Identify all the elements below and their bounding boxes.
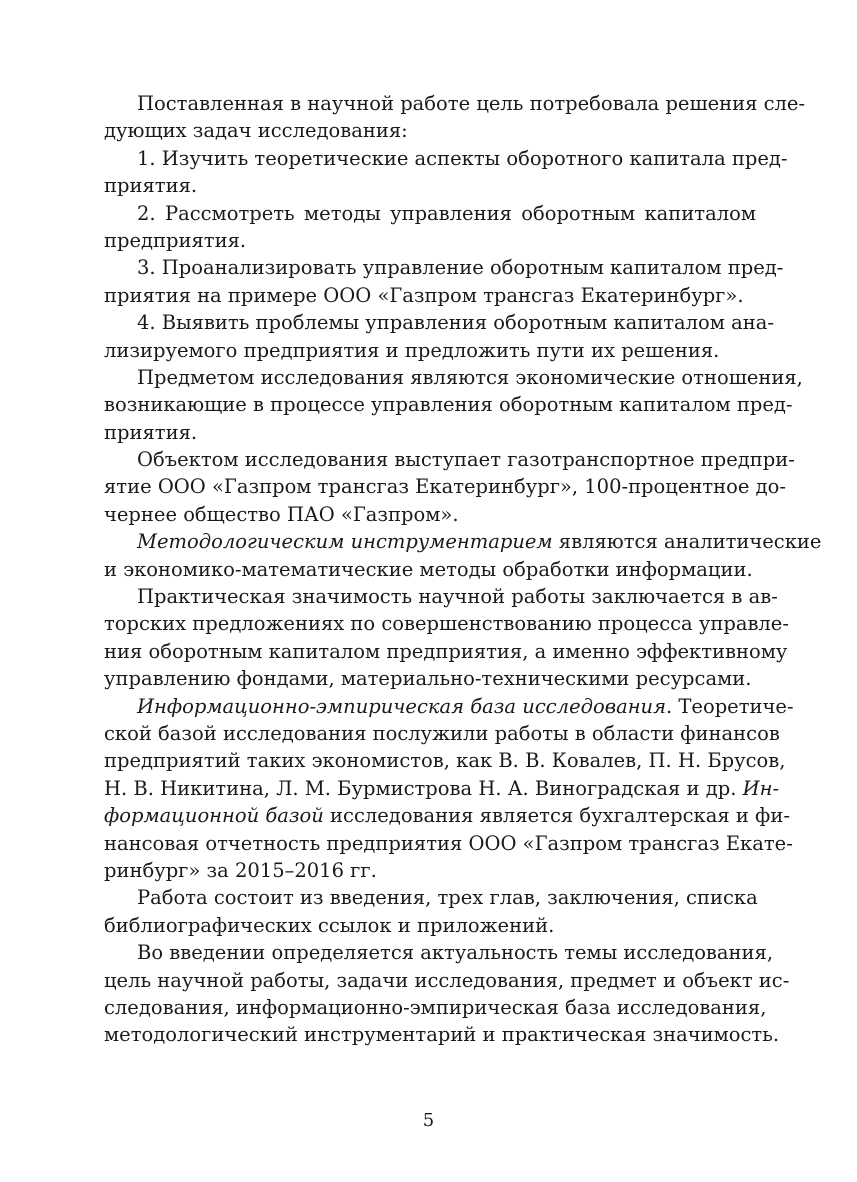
text-line <box>104 994 767 1021</box>
line-text: Во введении определяется актуальность темы исследования, <box>137 941 774 965</box>
line-text: методологический инструментарий и практическая значимость. <box>104 1023 780 1047</box>
text-line <box>104 610 789 637</box>
text-line <box>104 90 806 117</box>
line-text: и экономико-математические методы обработки информации. <box>104 557 753 581</box>
body-text <box>104 90 822 1049</box>
line-text: исследования является бухгалтерская и фи- <box>323 804 790 828</box>
italic-term: формационной базой <box>104 804 324 828</box>
line-text: Предметом исследования являются экономические отношения, <box>137 365 803 389</box>
text-line <box>104 391 793 418</box>
italic-term: Информационно-эмпирическая база исследования <box>137 694 667 718</box>
line-text: приятия. <box>104 420 198 444</box>
text-line <box>104 473 786 500</box>
line-text: 4. Выявить проблемы управления оборотным капиталом ана- <box>137 311 774 335</box>
line-text: являются аналитические <box>552 530 822 554</box>
line-text: следования, информационно-эмпирическая база исследования, <box>104 995 767 1019</box>
italic-term: Ин- <box>742 776 780 800</box>
line-text: Практическая значимость научной работы заключается в ав- <box>137 585 778 609</box>
line-text: предприятия. <box>104 228 247 252</box>
text-line <box>104 638 788 665</box>
text-line <box>104 665 756 692</box>
text-line <box>104 775 780 802</box>
line-text: приятия. <box>104 174 198 198</box>
line-text: Н. В. Никитина, Л. М. Бурмистрова Н. А. Виноградская и др. <box>104 776 743 800</box>
line-text: ской базой исследования послужили работы в области финансов <box>104 721 780 745</box>
line-text: 2. Рассмотреть методы управления оборотным капиталом <box>137 201 756 225</box>
line-text: приятия на примере ООО «Газпром трансгаз Екатеринбург». <box>104 283 744 307</box>
text-line <box>104 200 756 227</box>
text-line <box>104 254 784 281</box>
text-line <box>104 583 778 610</box>
text-line <box>104 364 803 391</box>
line-text: торских предложениях по совершенствованию процесса управле- <box>104 612 789 636</box>
text-line <box>104 747 786 774</box>
line-text: ния оборотным капиталом предприятия, а именно эффективному <box>104 639 788 663</box>
text-line <box>104 884 756 911</box>
text-line <box>104 309 774 336</box>
line-text: библиографических ссылок и приложений. <box>104 913 555 937</box>
line-text: 3. Проанализировать управление оборотным капиталом пред- <box>137 256 784 280</box>
text-line <box>104 693 794 720</box>
line-text: управлению фондами, материально-техническими ресурсами. <box>104 667 752 691</box>
line-text: Работа состоит из введения, трех глав, заключения, списка <box>137 886 758 910</box>
text-line <box>104 720 780 747</box>
page-number: 5 <box>422 1110 435 1131</box>
line-text: лизируемого предприятия и предложить пути их решения. <box>104 338 720 362</box>
text-line <box>104 556 756 583</box>
text-line <box>104 939 774 966</box>
text-line <box>104 446 795 473</box>
text-line <box>104 337 756 364</box>
line-text: предприятий таких экономистов, как В. В. Ковалев, П. Н. Брусов, <box>104 749 786 773</box>
line-text: Объектом исследования выступает газотранспортное предпри- <box>137 448 795 472</box>
text-line <box>104 967 790 994</box>
text-line <box>104 528 822 555</box>
line-text: чернее общество ПАО «Газпром». <box>104 502 459 526</box>
line-text: ринбург» за 2015–2016 гг. <box>104 858 377 882</box>
line-text: . Теоретиче- <box>666 694 794 718</box>
text-line <box>104 227 756 254</box>
text-line <box>104 1021 780 1048</box>
line-text: цель научной работы, задачи исследования, предмет и объект ис- <box>104 968 790 992</box>
line-text: нансовая отчетность предприятия ООО «Газпром трансгаз Екате- <box>104 831 793 855</box>
line-text: возникающие в процессе управления оборотным капиталом пред- <box>104 393 793 417</box>
line-text: Поставленная в научной работе цель потребовала решения сле- <box>137 92 806 115</box>
text-line <box>104 912 756 939</box>
text-line <box>104 857 756 884</box>
line-text: ятие ООО «Газпром трансгаз Екатеринбург», 100-процентное до- <box>104 475 786 499</box>
line-text: дующих задач исследования: <box>104 119 408 143</box>
text-line <box>104 501 756 528</box>
text-line <box>104 802 790 829</box>
italic-term: Методологическим инструментарием <box>137 530 553 554</box>
text-line <box>104 419 756 446</box>
text-line <box>104 172 756 199</box>
text-line <box>104 117 756 144</box>
line-text: 1. Изучить теоретические аспекты оборотного капитала пред- <box>137 146 788 170</box>
text-line <box>104 282 756 309</box>
text-line <box>104 830 793 857</box>
text-line <box>104 145 788 172</box>
